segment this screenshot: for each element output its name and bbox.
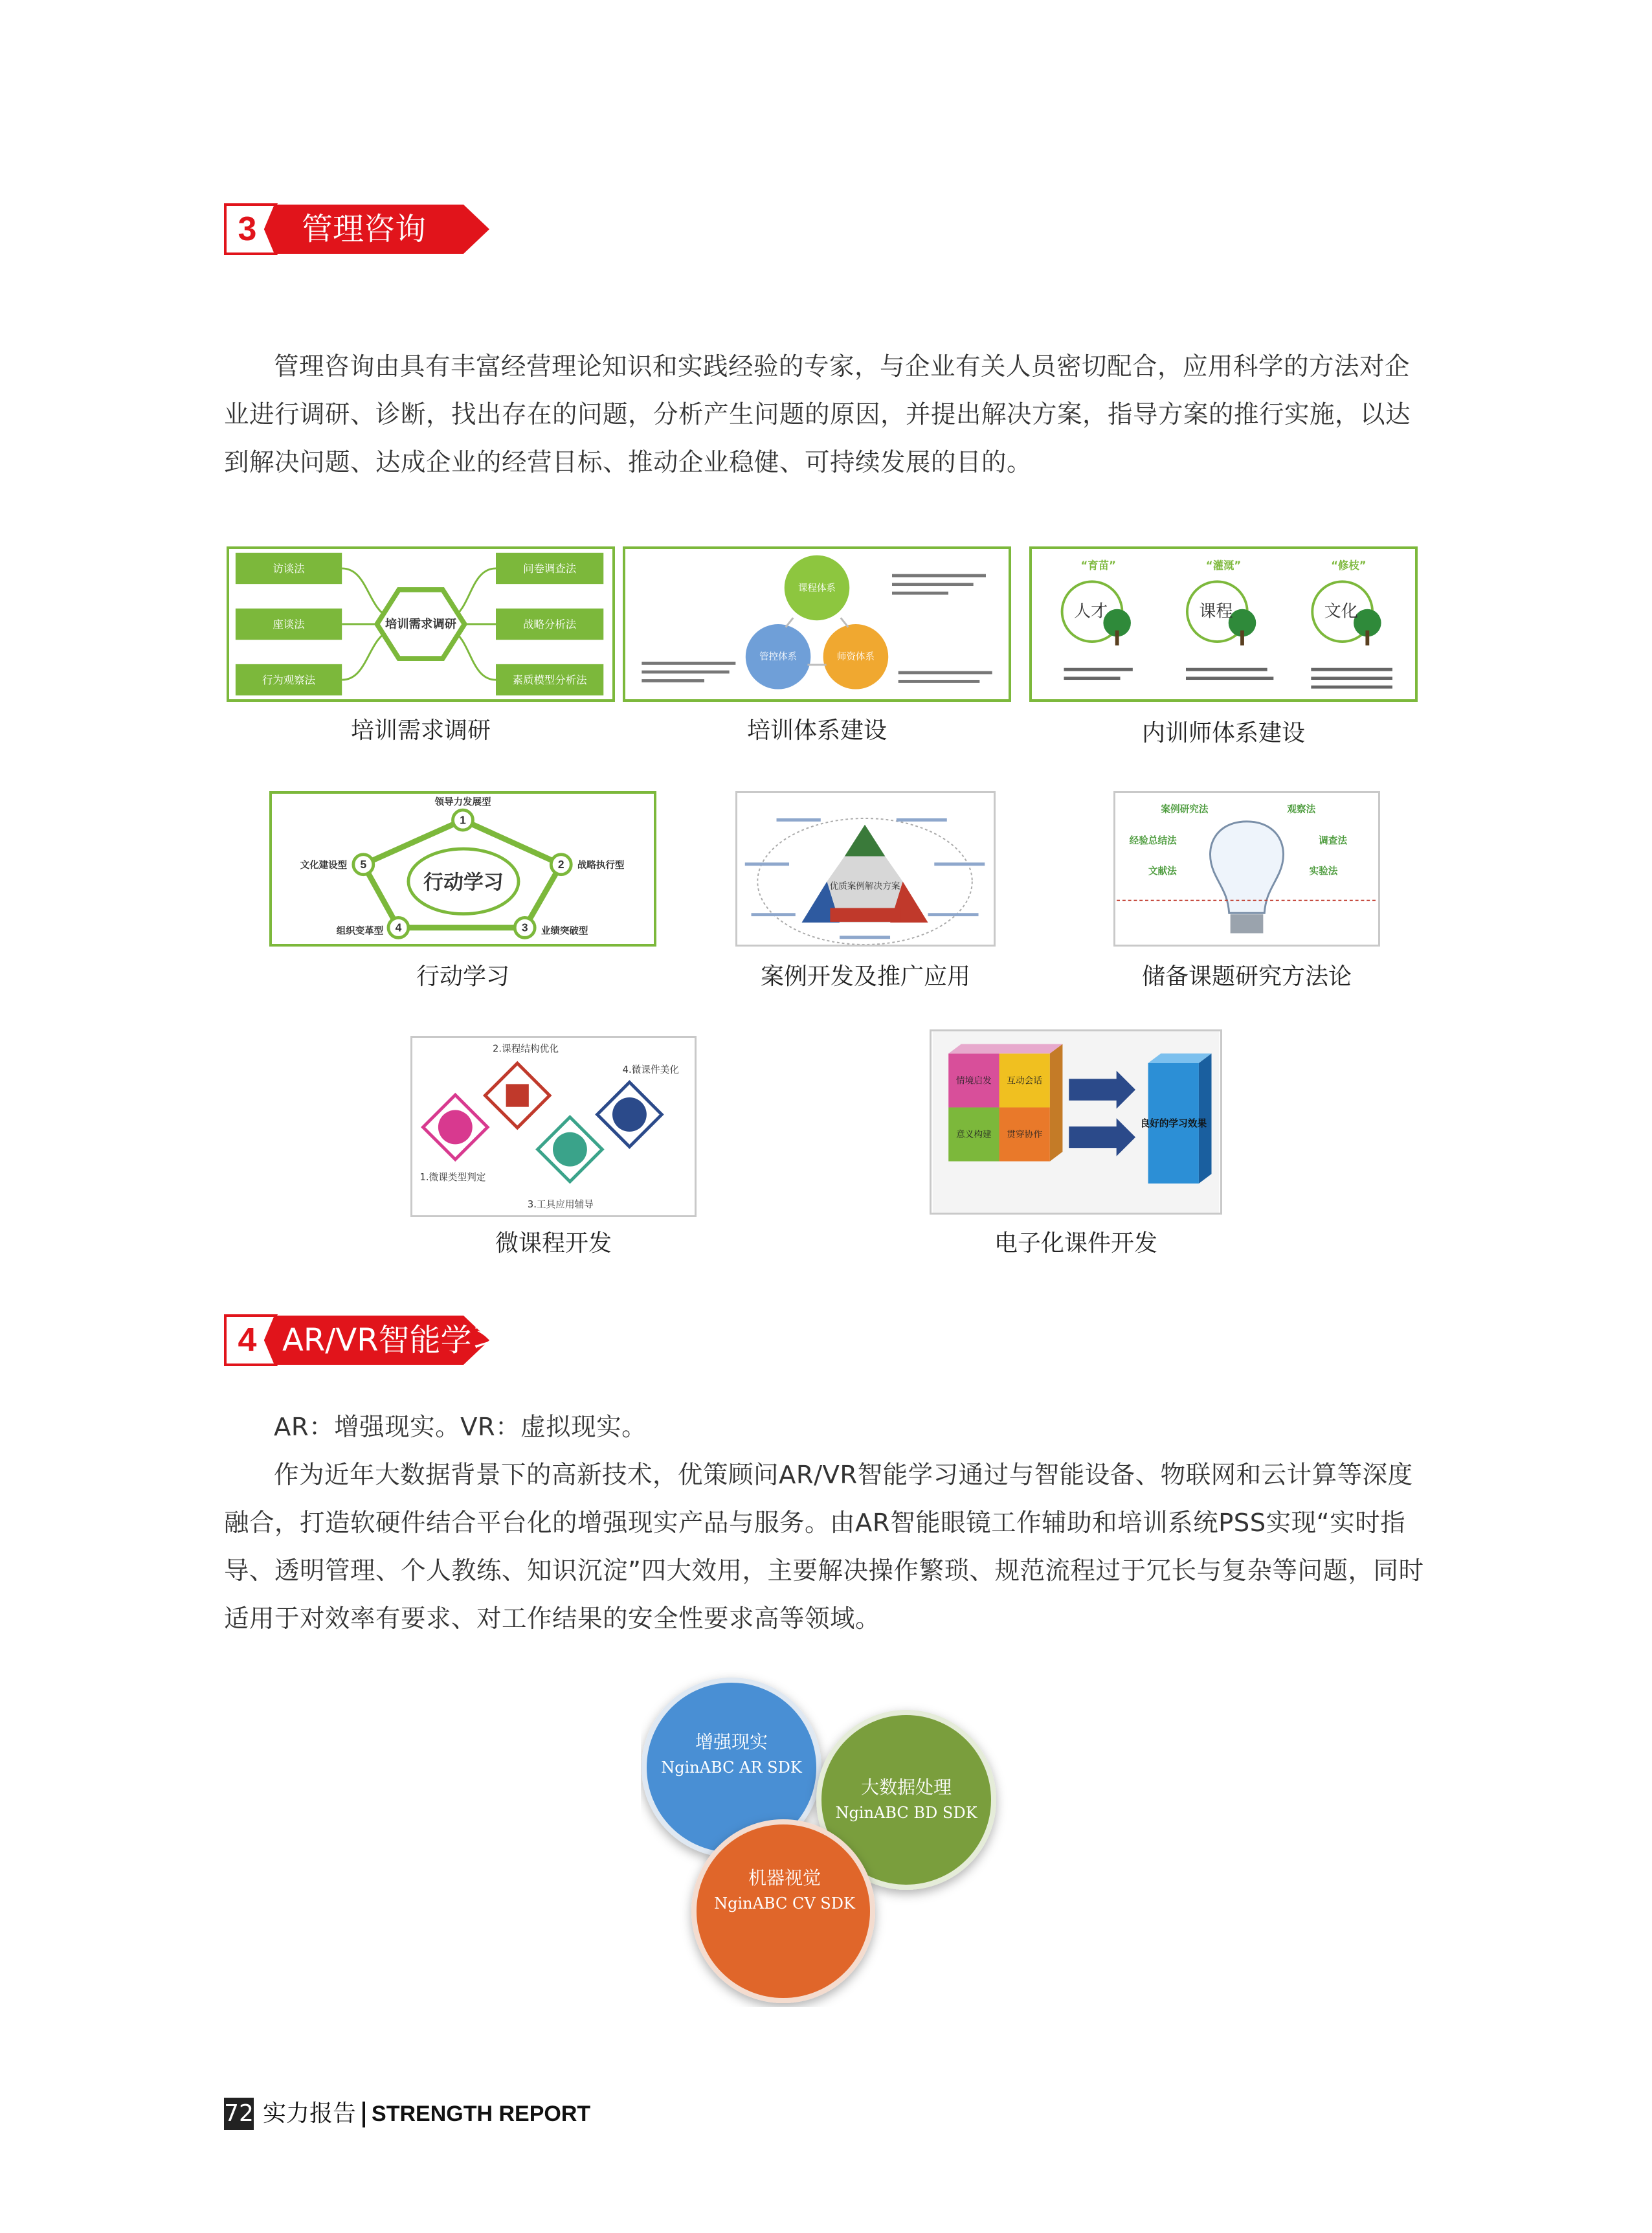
figure-case-development (735, 791, 996, 947)
svg-text:2: 2 (557, 858, 564, 871)
diagram-center-label: 行动学习 (423, 870, 504, 894)
section-3-header (224, 203, 496, 255)
learning-type: 战略执行型 (577, 860, 625, 871)
venn-sdk: NginABC AR SDK (661, 1758, 802, 1777)
learning-type: 业绩突破型 (541, 926, 588, 937)
method-label: 访谈法 (273, 562, 305, 575)
figure-caption: 行动学习 (416, 963, 509, 990)
block-label: 意义构建 (955, 1129, 992, 1140)
stage-word: 课程 (1199, 601, 1233, 622)
figure-research-methods (1113, 791, 1380, 947)
method-label: 战略分析法 (523, 618, 577, 631)
figure-caption: 电子化课件开发 (994, 1230, 1157, 1257)
system-node: 师资体系 (836, 652, 875, 663)
method-label: 观察法 (1287, 803, 1316, 815)
venn-sdk: NginABC CV SDK (714, 1894, 855, 1913)
training-system-diagram (625, 549, 1009, 699)
step-label: 3.工具应用辅导 (527, 1199, 594, 1211)
figure-caption: 培训体系建设 (746, 717, 887, 744)
block-label: 情境启发 (955, 1075, 992, 1086)
section-title: 管理咨询 (302, 211, 427, 247)
figure-caption: 储备课题研究方法论 (1141, 963, 1352, 990)
page-number: 72 (224, 2098, 254, 2130)
trainer-system-diagram (1032, 549, 1415, 699)
learning-type: 组织变革型 (336, 926, 384, 937)
step-label: 4.微课件美化 (622, 1064, 679, 1075)
method-label: 座谈法 (273, 618, 305, 631)
training-needs-diagram (229, 549, 612, 699)
method-label: 行为观察法 (262, 673, 316, 686)
figure-caption: 培训需求调研 (350, 717, 491, 744)
block-label: 贯穿协作 (1007, 1129, 1043, 1140)
e-courseware-diagram (932, 1031, 1220, 1213)
figure-micro-course (410, 1036, 697, 1217)
figure-caption: 案例开发及推广应用 (760, 963, 970, 990)
svg-text:4: 4 (395, 921, 402, 934)
figure-e-courseware (930, 1029, 1222, 1215)
research-methods-diagram (1115, 793, 1378, 945)
sdk-venn-diagram (641, 1670, 1016, 2007)
stage-word: 文化 (1324, 601, 1358, 622)
method-label: 实验法 (1309, 865, 1338, 877)
section-number: 4 (238, 1321, 257, 1359)
diagram-center-label: 优质案例解决方案 (829, 881, 900, 892)
stage-tag: “修枝” (1331, 559, 1367, 572)
sdk-venn-svg (641, 1670, 1016, 2007)
learning-type: 领导力发展型 (434, 797, 491, 808)
figure-caption: 内训师体系建设 (1141, 720, 1305, 746)
footer-divider (363, 2102, 365, 2127)
method-label: 调查法 (1319, 835, 1347, 846)
section-number: 3 (238, 210, 257, 248)
method-label: 素质模型分析法 (512, 673, 587, 686)
svg-text:3: 3 (521, 921, 528, 934)
figure-training-needs (227, 546, 615, 702)
stage-tag: “育苗” (1080, 559, 1116, 572)
venn-sdk: NginABC BD SDK (835, 1804, 977, 1822)
case-development-diagram (737, 793, 994, 945)
system-node: 管控体系 (759, 652, 798, 663)
venn-title: 增强现实 (695, 1731, 768, 1753)
step-label: 1.微课类型判定 (419, 1172, 486, 1184)
result-label: 良好的学习效果 (1140, 1117, 1207, 1129)
diagram-center-label: 培训需求调研 (385, 617, 457, 631)
figure-trainer-system (1029, 546, 1418, 702)
method-label: 案例研究法 (1161, 803, 1209, 815)
method-label: 经验总结法 (1129, 835, 1177, 846)
svg-text:1: 1 (460, 813, 466, 827)
figure-caption: 微课程开发 (495, 1230, 612, 1257)
section-4-paragraphs: AR：增强现实。VR：虚拟现实。 作为近年大数据背景下的高新技术，优策顾问AR/VR智能学习通过与智能设备、物联网和云计算等深度融合，打造软硬件结合平台化的增强现实产品与服务。由AR智能眼镜工作辅助和培训系统PSS实现“实时指导、透明管理、个人教练、知识沉淀”四大效用，主要解决操作繁琐、规范流程过于冗长与复杂等问题，同时适用于对效率有要求、对工作结果的安全性要求高等领域。 (224, 1413, 1424, 1633)
section-3-paragraph: 管理咨询由具有丰富经营理论知识和实践经验的专家，与企业有关人员密切配合，应用科学的方法对企业进行调研、诊断，找出存在的问题，分析产生问题的原因，并提出解决方案，指导方案的推行实施，以达到解决问题、达成企业的经营目标、推动企业稳健、可持续发展的目的。 (224, 352, 1411, 477)
footer-cn: 实力报告 (263, 2100, 357, 2127)
micro-course-diagram (412, 1038, 695, 1215)
learning-type: 文化建设型 (300, 860, 348, 871)
svg-text:5: 5 (360, 858, 367, 871)
footer-label (263, 2098, 590, 2130)
stage-word: 人才 (1073, 601, 1108, 622)
method-label: 文献法 (1148, 865, 1177, 877)
venn-title: 大数据处理 (860, 1777, 952, 1798)
figure-training-system (623, 546, 1011, 702)
section-title: AR/VR智能学习 (282, 1322, 503, 1358)
figure-action-learning (269, 791, 656, 947)
stage-tag: “灌溉” (1205, 559, 1242, 572)
action-learning-diagram (272, 794, 654, 944)
system-node: 课程体系 (798, 583, 836, 594)
venn-title: 机器视觉 (748, 1867, 821, 1889)
method-label: 问卷调查法 (523, 562, 577, 575)
section-4-header (224, 1314, 503, 1366)
block-label: 互动会话 (1007, 1075, 1043, 1086)
step-label: 2.课程结构优化 (493, 1043, 559, 1055)
footer-en: STRENGTH REPORT (372, 2102, 591, 2126)
